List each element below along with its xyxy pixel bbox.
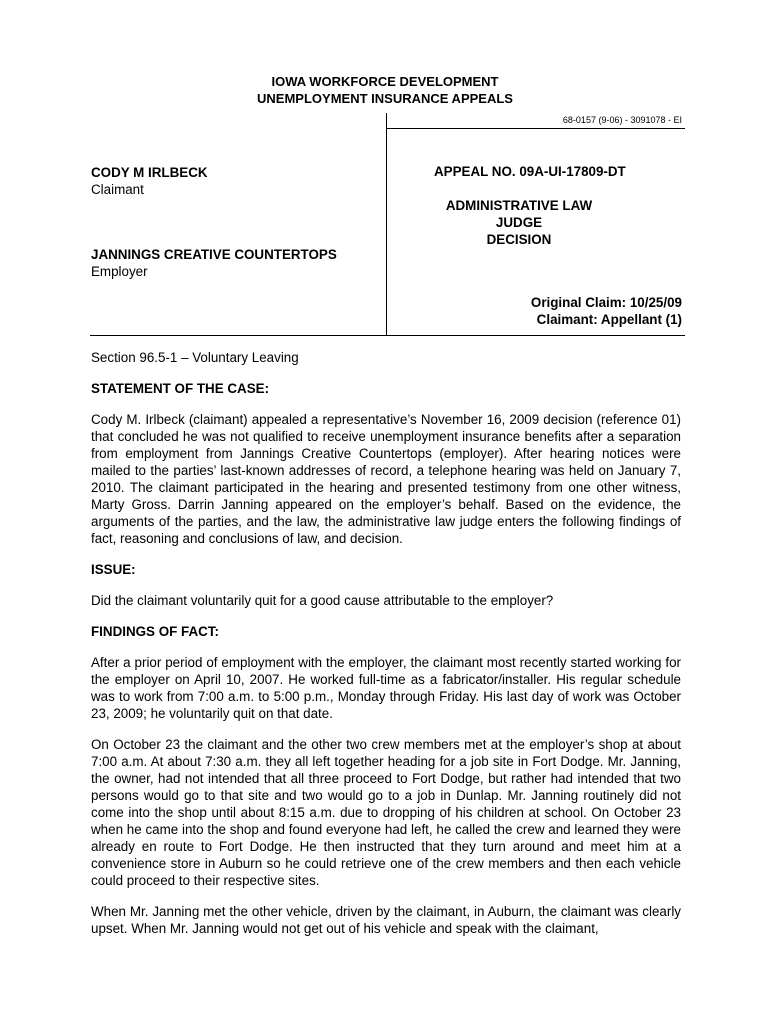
claimant-name: CODY M IRLBECK (91, 165, 208, 180)
claimant-role: Claimant (91, 182, 144, 197)
findings-paragraph-1: After a prior period of employment with the employer, the claimant most recently started working for the employer on April 10, 2007. He worked full-time as a fabricator/installer. His regular schedule was to work from 7:00 a.m. to 5:00 p.m., Monday through Friday. His last day of work was October 23, 2009; he voluntarily quit on that date. (91, 655, 681, 721)
claimant-status: Claimant: Appellant (1) (536, 312, 682, 327)
form-number: 68-0157 (9-06) - 3091078 - EI (562, 115, 682, 125)
issue-paragraph: Did the claimant voluntarily quit for a good cause attributable to the employer? (91, 593, 554, 608)
statement-paragraph: Cody M. Irlbeck (claimant) appealed a representative’s November 16, 2009 decision (reference 01) that concluded he was not qualified to receive unemployment insurance benefits after a separation from employment from Jannings Creative Countertops (employer). After hearing notices were mailed to the parties’ last-known addresses of record, a telephone hearing was held on January 7, 2010. The claimant participated in the hearing and presented testimony from one other witness, Marty Gross. Darrin Janning appeared on the employer’s behalf. Based on the evidence, the arguments of the parties, and the law, the administrative law judge enters the following findings of fact, reasoning and conclusions of law, and decision. (91, 412, 681, 546)
divider-vertical (386, 113, 387, 335)
findings-heading: FINDINGS OF FACT: (91, 624, 219, 639)
decision-title-line1: ADMINISTRATIVE LAW JUDGE (445, 198, 593, 230)
agency-name: IOWA WORKFORCE DEVELOPMENT (271, 74, 499, 89)
claimant-block (91, 164, 208, 198)
original-claim: Original Claim: 10/25/09 (530, 295, 682, 310)
employer-block (91, 246, 337, 280)
document-header (0, 73, 770, 107)
issue-heading: ISSUE: (91, 562, 136, 577)
claim-info (531, 294, 682, 328)
decision-title-line2: DECISION (486, 232, 552, 247)
divider-top (387, 128, 685, 129)
divider-bottom (90, 335, 685, 336)
section-reference: Section 96.5-1 – Voluntary Leaving (91, 350, 299, 365)
decision-title (434, 197, 604, 248)
statement-heading: STATEMENT OF THE CASE: (91, 381, 270, 396)
appeal-number: APPEAL NO. 09A-UI-17809-DT (434, 164, 626, 179)
employer-name: JANNINGS CREATIVE COUNTERTOPS (91, 247, 337, 262)
agency-division: UNEMPLOYMENT INSURANCE APPEALS (257, 91, 513, 106)
employer-role: Employer (91, 264, 148, 279)
findings-paragraph-3: When Mr. Janning met the other vehicle, driven by the claimant, in Auburn, the claimant was clearly upset. When Mr. Janning would not get out of his vehicle and speak with the claimant, (91, 904, 681, 936)
findings-paragraph-2: On October 23 the claimant and the other two crew members met at the employer’s shop at about 7:00 a.m. At about 7:30 a.m. they all left together heading for a job site in Fort Dodge. Mr. Janning, the owner, had not intended that all three proceed to Fort Dodge, but rather had intended that two persons would go to that site and two would go to a job in Dunlap. Mr. Janning routinely did not come into the shop until about 8:15 a.m. due to dropping of his children at school. On October 23 when he came into the shop and found everyone had left, he called the crew and learned they were already en route to Fort Dodge. He then instructed that they turn around and meet him at a convenience store in Auburn so he could retrieve one of the crew members and then each vehicle could proceed to their respective sites. (91, 737, 681, 888)
decision-body (91, 349, 681, 951)
